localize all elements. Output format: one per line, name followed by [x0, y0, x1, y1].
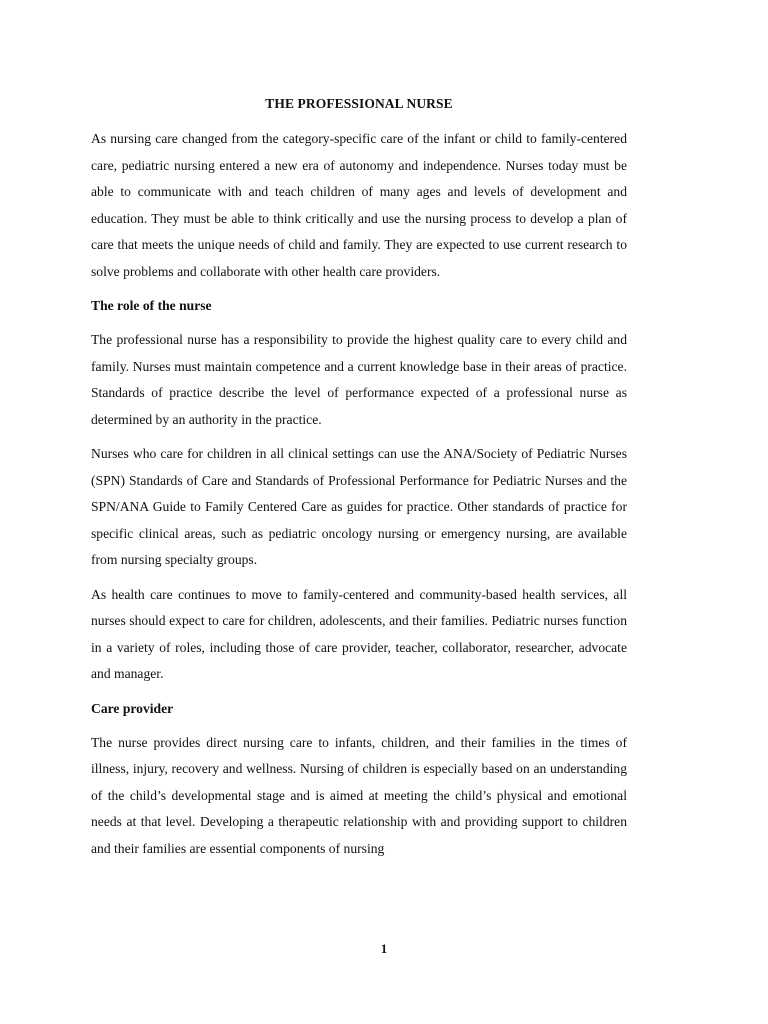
- document-title: THE PROFESSIONAL NURSE: [265, 96, 453, 111]
- section-heading-care-provider: Care provider: [91, 700, 174, 716]
- care-provider-paragraph-1: The nurse provides direct nursing care to infants, children, and their families in the times of illness, injury, recovery and wellness. Nursing of children is especially based on an understanding of the child’s developmental stage and is aimed at meeting the child’s physical and emotional needs at that level. Developing a therapeutic relationship with and providing support to children and their families are essential components of nursing: [91, 734, 627, 856]
- page-number: 1: [380, 942, 388, 956]
- section-heading-role-of-nurse: The role of the nurse: [91, 298, 212, 313]
- role-paragraph-1: The professional nurse has a responsibility to provide the highest quality care to every child and family. Nurses must maintain competence and a current knowledge base in their areas of practice. Standards of practice describe the level of performance expected of a professional nurse as determined by an authority in the practice.: [91, 332, 627, 427]
- intro-paragraph: As nursing care changed from the category-specific care of the infant or child to family-centered care, pediatric nursing entered a new era of autonomy and independence. Nurses today must be able to communicate with and teach children of many ages and levels of development and education. They must be able to think critically and use the nursing process to develop a plan of care that meets the unique needs of child and family. They are expected to use current research to solve problems and collaborate with other health care providers.: [91, 131, 627, 279]
- role-paragraph-3: As health care continues to move to family-centered and community-based health services, all nurses should expect to care for children, adolescents, and their families. Pediatric nurses function in a variety of roles, including those of care provider, teacher, collaborator, researcher, advocate and manager.: [91, 586, 627, 681]
- role-paragraph-2: Nurses who care for children in all clinical settings can use the ANA/Society of Pediatric Nurses (SPN) Standards of Care and Standards of Professional Performance for Pediatric Nurses and the SPN/ANA Guide to Family Centered Care as guides for practice. Other standards of practice for specific clinical areas, such as pediatric oncology nursing or emergency nursing, are available from nursing specialty groups.: [91, 446, 627, 567]
